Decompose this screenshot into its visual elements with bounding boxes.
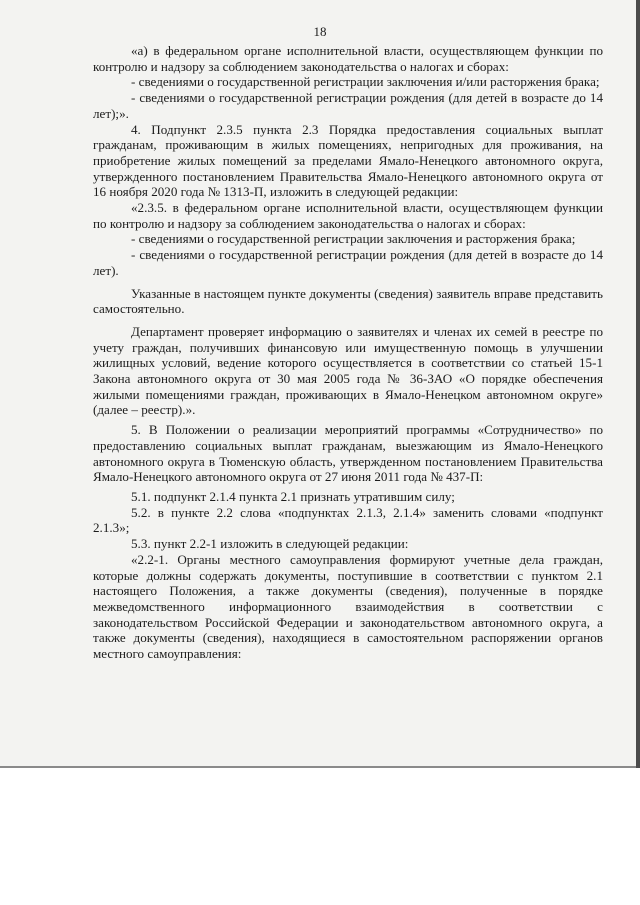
paragraph-subitem-a: «а) в федеральном органе исполнительной власти, осуществляющем функции по контролю и надзору за соблюдением законодательства о налогах и сборах: (93, 43, 603, 74)
scan-bottom-edge (0, 766, 640, 768)
paragraph-dash-birth-2: - сведениями о государственной регистрации рождения (для детей в возрасте до 14 лет). (93, 247, 603, 278)
paragraph-dash-birth: - сведениями о государственной регистрации рождения (для детей в возрасте до 14 лет);». (93, 90, 603, 121)
paragraph-5-2: 5.2. в пункте 2.2 слова «подпунктах 2.1.3, 2.1.4» заменить словами «подпункт 2.1.3»; (93, 504, 603, 536)
paragraph-applicant-right: Указанные в настоящем пункте документы (сведения) заявитель вправе представить самостоятельно. (93, 285, 603, 317)
paragraph-5-1: 5.1. подпункт 2.1.4 пункта 2.1 признать утратившим силу; (131, 488, 455, 504)
paragraph-dash-marriage: - сведениями о государственной регистрации заключения и/или расторжения брака; (131, 74, 600, 90)
page-number: 18 (313, 24, 327, 39)
paragraph-item-5: 5. В Положении о реализации мероприятий программы «Сотрудничество» по предоставлению социальных выплат гражданам, выезжающим из Ямало-Ненецкого автономного округа в Тюменскую область, утвержденном постановлением Правительства Ямало-Ненецкого автономного округа от 27 июня 2011 года № 437-П: (93, 422, 603, 485)
paragraph-item-4: 4. Подпункт 2.3.5 пункта 2.3 Порядка предоставления социальных выплат гражданам, проживающим в жилых помещениях, непригодных для проживания, на приобретение жилых помещений за пределами Ямало-Ненецкого автономного округа, утвержденного постановлением Правительства Ямало-Ненецкого автономного округа от 16 ноября 2020 года № 1313-П, изложить в следующей редакции: (93, 121, 603, 200)
paragraph-department-check: Департамент проверяет информацию о заявителях и членах их семей в реестре по учету граждан, получивших финансовую или имущественную помощь в улучшении жилищных условий, ведение которого осуществляется в соответствии со статьей 15-1 Закона автономного округа от 30 мая 2005 года № 36-ЗАО «О порядке обеспечения жилыми помещениями граждан, проживающих в Ямало-Ненецком автономном округе» (далее – реестр).». (93, 323, 603, 418)
paragraph-2-2-1: «2.2-1. Органы местного самоуправления формируют учетные дела граждан, которые должны содержать документы, поступившие в соответствии с пунктом 2.1 настоящего Положения, а также документы (сведения), полученные в порядке межведомственного информационного взаимодействия в соответствии с законодательством Российской Федерации и законодательством автономного округа, а также документы (сведения), находящиеся в самостоятельном распоряжении органов местного самоуправления: (93, 551, 603, 662)
scan-right-edge (636, 0, 640, 768)
document-body (93, 43, 603, 662)
paragraph-2-3-5: «2.3.5. в федеральном органе исполнительной власти, осуществляющем функции по контролю и надзору за соблюдением законодательства о налогах и сборах: (93, 200, 603, 231)
paragraph-dash-marriage-2: - сведениями о государственной регистрации заключения и расторжения брака; (131, 231, 576, 247)
paragraph-5-3: 5.3. пункт 2.2-1 изложить в следующей редакции: (131, 536, 409, 552)
